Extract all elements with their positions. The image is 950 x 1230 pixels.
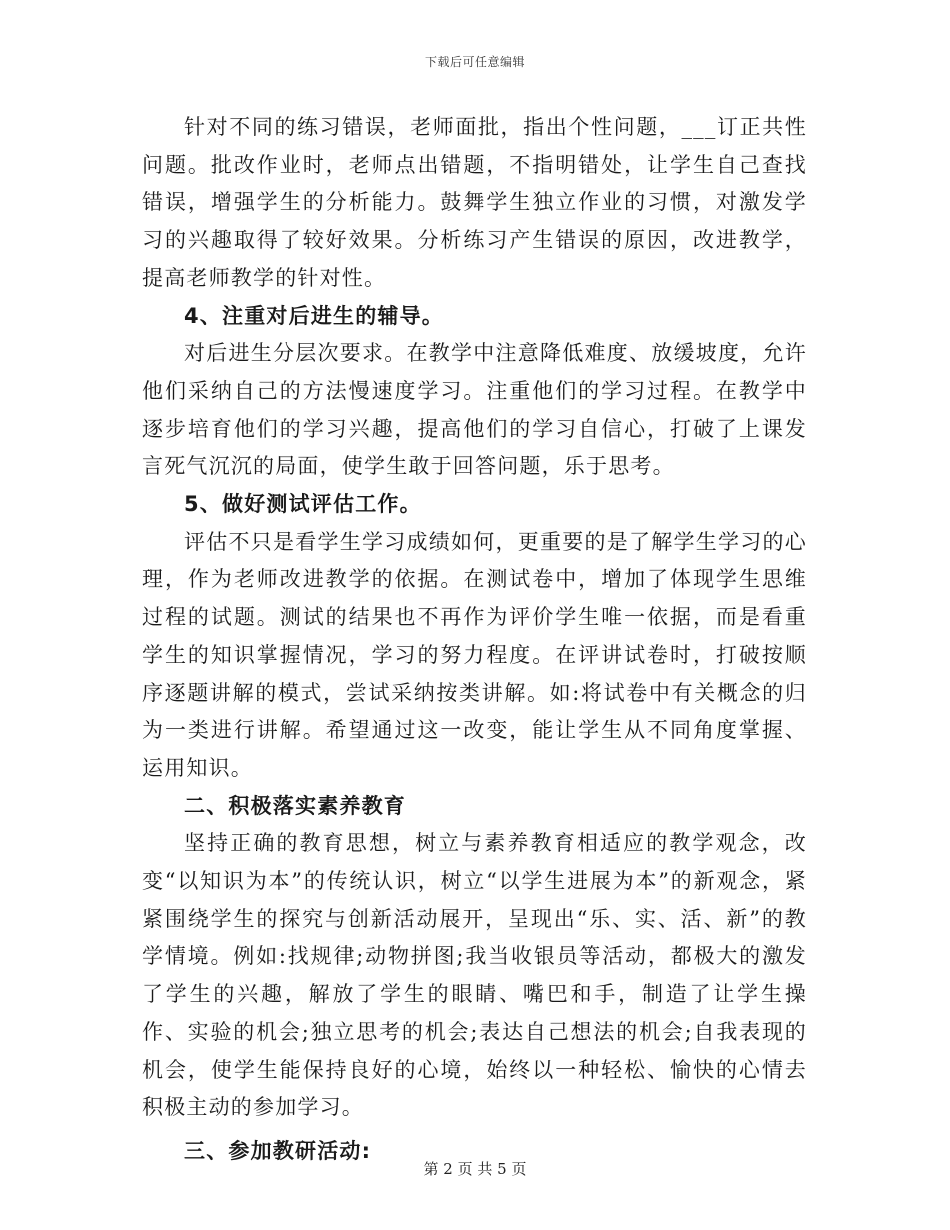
paragraph-assessment: 评估不只是看学生学习成绩如何，更重要的是了解学生学习的心理，作为老师改进教学的依据。在测试卷中，增加了体现学生思维过程的试题。测试的结果也不再作为评价学生唯一依据，而是看重学生的知识掌握情况，学习的努力程度。在评讲试卷时，打破按顺序逐题讲解的模式，尝试采纳按类讲解。如:将试卷中有关概念的归为一类进行讲解。希望通过这一改变，能让学生从不同角度掌握、运用知识。 (142, 529, 807, 780)
heading-part-three: 三、参加教研活动: (184, 1138, 372, 1163)
heading-section-4: 4、注重对后进生的辅导。 (184, 303, 445, 328)
document-body (142, 109, 807, 1171)
paragraph-quality-education: 坚持正确的教育思想，树立与素养教育相适应的教学观念，改变“以知识为本”的传统认识，树立“以学生进展为本”的新观念，紧紧围绕学生的探究与创新活动展开，呈现出“乐、实、活、新”的教学情境。例如:找规律;动物拼图;我当收银员等活动，都极大的激发了学生的兴趣，解放了学生的眼睛、嘴巴和手，制造了让学生操作、实验的机会;独立思考的机会;表达自己想法的机会;自我表现的机会，使学生能保持良好的心境，始终以一种轻松、愉快的心情去积极主动的参加学习。 (142, 831, 807, 1120)
heading-section-5: 5、做好测试评估工作。 (184, 492, 422, 517)
page-header-note: 下载后可任意编辑 (424, 55, 525, 69)
page-number-footer: 第 2 页 共 5 页 (423, 1160, 527, 1178)
heading-part-two: 二、积极落实素养教育 (184, 793, 406, 818)
paragraph-struggling-students: 对后进生分层次要求。在教学中注意降低难度、放缓坡度，允许他们采纳自己的方法慢速度学习。注重他们的学习过程。在教学中逐步培育他们的学习兴趣，提高他们的学习自信心，打破了上课发言死气沉沉的局面，使学生敢于回答问题，乐于思考。 (142, 341, 807, 479)
paragraph-error-correction: 针对不同的练习错误，老师面批，指出个性问题，___订正共性问题。批改作业时，老师点出错题，不指明错处，让学生自己查找错误，增强学生的分析能力。鼓舞学生独立作业的习惯，对激发学习的兴趣取得了较好效果。分析练习产生错误的原因，改进教学，提高老师教学的针对性。 (142, 115, 807, 290)
